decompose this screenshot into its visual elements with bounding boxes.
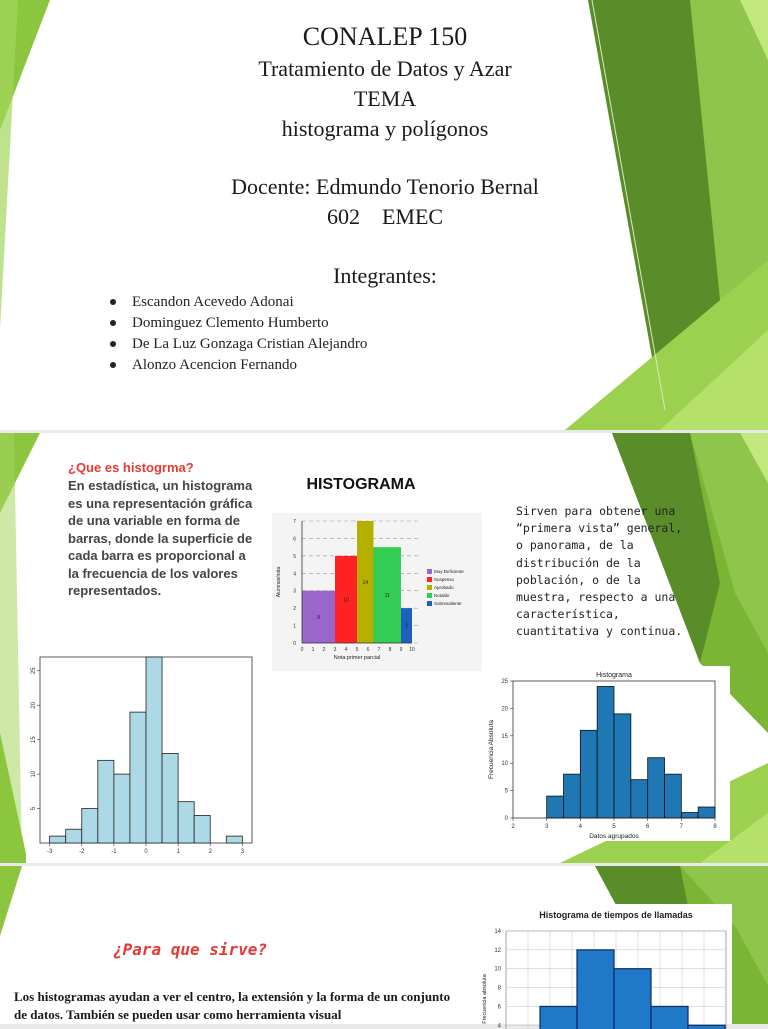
y-axis-label: Frecuencia absoluta bbox=[482, 974, 488, 1024]
y-tick-label: 6 bbox=[293, 536, 296, 543]
x-axis-label: Nota primer parcial bbox=[333, 655, 381, 661]
member-name: De La Luz Gonzaga Cristian Alejandro bbox=[132, 336, 368, 352]
bar bbox=[614, 969, 651, 1029]
legend-swatch bbox=[427, 585, 432, 590]
x-tick-label: 6 bbox=[366, 647, 370, 653]
x-tick-label: -1 bbox=[111, 849, 117, 855]
x-tick-label: 5 bbox=[355, 647, 359, 653]
slide-title bbox=[0, 0, 768, 430]
definition-text: En estadística, un histograma es una representación gráfica de una variable en forma de barras, donde la superficie de cada barra es proporcional a la frecuencia de los valores representados. bbox=[68, 478, 253, 598]
group-label: 602 EMEC bbox=[326, 204, 444, 229]
x-tick-label: 8 bbox=[388, 647, 392, 653]
grades-chart bbox=[272, 513, 482, 671]
bar bbox=[580, 730, 597, 818]
legend-label: Sobresaliente bbox=[434, 601, 462, 606]
bar bbox=[178, 802, 194, 843]
uses-text: Sirven para obtener una “primera vista” general, o panorama, de la distribución de la población, o de la muestra, respecto a una característica, cuantitativa y continua. bbox=[516, 504, 683, 639]
bar bbox=[651, 1006, 688, 1029]
x-tick-label: 1 bbox=[311, 647, 315, 653]
bar bbox=[597, 686, 614, 818]
histograma-heading: HISTOGRAMA bbox=[306, 476, 416, 493]
bar bbox=[146, 657, 162, 843]
topic-title: histograma y polígonos bbox=[281, 116, 489, 141]
bar bbox=[162, 753, 178, 843]
bar-label: 11 bbox=[384, 593, 390, 600]
x-tick-label: -3 bbox=[46, 849, 53, 855]
list-item bbox=[108, 292, 367, 313]
frequency-histogram-chart bbox=[485, 666, 730, 841]
legend-swatch bbox=[427, 601, 432, 606]
members-title: Integrantes: bbox=[333, 263, 437, 288]
uses-heading: ¿Para que sirve? bbox=[112, 940, 268, 959]
bar bbox=[648, 758, 665, 818]
y-tick-label: 5 bbox=[31, 806, 37, 811]
chart-title: Histograma de tiempos de llamadas bbox=[539, 910, 693, 920]
legend-label: Suspenso bbox=[434, 577, 455, 582]
y-tick-label: 10 bbox=[31, 770, 37, 778]
x-tick-label: 4 bbox=[578, 824, 583, 830]
slide-uses bbox=[0, 866, 768, 1029]
x-tick-label: 0 bbox=[144, 849, 148, 855]
bar bbox=[82, 809, 98, 843]
x-tick-label: 10 bbox=[409, 647, 415, 653]
members-list bbox=[108, 292, 367, 376]
grades-chart-svg bbox=[272, 513, 482, 671]
list-item bbox=[108, 313, 367, 334]
legend-swatch bbox=[427, 569, 432, 574]
y-tick-label: 7 bbox=[293, 519, 296, 525]
y-tick-label: 15 bbox=[501, 733, 508, 740]
bullet-icon bbox=[110, 299, 116, 305]
tema-label: TEMA bbox=[353, 86, 417, 111]
chart-title: Histograma bbox=[596, 672, 632, 679]
question-heading: ¿Que es histogrma? bbox=[68, 460, 194, 475]
bar bbox=[564, 774, 581, 818]
x-axis-label: Datos agrupados bbox=[589, 833, 639, 840]
x-tick-label: 0 bbox=[300, 647, 304, 653]
y-tick-label: 15 bbox=[31, 736, 37, 744]
bullet-icon bbox=[110, 320, 116, 326]
x-tick-label: 3 bbox=[240, 849, 245, 855]
member-name: Dominguez Clemento Humberto bbox=[132, 315, 329, 331]
x-tick-label: 6 bbox=[645, 824, 650, 830]
subject-title: Tratamiento de Datos y Azar bbox=[258, 56, 512, 81]
teacher-name: Docente: Edmundo Tenorio Bernal bbox=[231, 174, 539, 199]
y-tick-label: 0 bbox=[293, 641, 296, 647]
bar bbox=[681, 813, 698, 818]
normal-histogram-chart bbox=[26, 651, 256, 863]
bullet-icon bbox=[110, 341, 116, 347]
x-tick-label: 9 bbox=[399, 647, 403, 653]
x-tick-label: 8 bbox=[713, 824, 717, 830]
y-tick-label: 20 bbox=[501, 706, 508, 713]
frequency-histogram-svg bbox=[485, 666, 730, 841]
x-tick-label: 2 bbox=[322, 647, 326, 653]
x-tick-label: 3 bbox=[333, 647, 337, 653]
normal-histogram-svg bbox=[26, 651, 256, 863]
x-tick-label: -2 bbox=[79, 849, 85, 855]
slide-definition bbox=[0, 433, 768, 863]
y-tick-label: 0 bbox=[504, 816, 508, 822]
x-tick-label: 2 bbox=[511, 824, 515, 830]
legend-label: Muy Deficiente bbox=[434, 569, 464, 574]
bar bbox=[540, 1006, 577, 1029]
call-times-chart bbox=[476, 904, 732, 1029]
bar-label: 2 bbox=[405, 623, 408, 630]
bar bbox=[614, 714, 631, 818]
bar bbox=[130, 712, 146, 843]
y-tick-label: 25 bbox=[31, 667, 37, 675]
y-tick-label: 10 bbox=[501, 761, 508, 768]
y-tick-label: 5 bbox=[504, 788, 508, 795]
legend-swatch bbox=[427, 593, 432, 598]
legend-label: Aprobado bbox=[434, 585, 454, 590]
uses-body-text: Los histogramas ayudan a ver el centro, la extensión y la forma de un conjunto de datos. También se pueden usar como herramienta visual bbox=[14, 989, 451, 1022]
bar bbox=[577, 950, 614, 1029]
y-tick-label: 8 bbox=[497, 985, 501, 992]
y-tick-label: 12 bbox=[494, 947, 501, 954]
list-item bbox=[108, 334, 367, 355]
legend-swatch bbox=[427, 577, 432, 582]
bar bbox=[114, 774, 130, 843]
y-tick-label: 2 bbox=[293, 606, 296, 613]
bar bbox=[631, 780, 648, 818]
bar-label: 10 bbox=[343, 597, 349, 604]
y-tick-label: 4 bbox=[293, 571, 296, 578]
bar bbox=[226, 836, 242, 843]
y-tick-label: 1 bbox=[293, 623, 296, 630]
bullet-icon bbox=[110, 362, 116, 368]
x-tick-label: 7 bbox=[679, 824, 684, 830]
y-tick-label: 10 bbox=[494, 966, 501, 973]
bar bbox=[66, 829, 82, 843]
bar bbox=[688, 1025, 725, 1029]
x-tick-label: 1 bbox=[176, 849, 180, 855]
y-tick-label: 6 bbox=[497, 1004, 501, 1011]
x-tick-label: 5 bbox=[612, 824, 616, 830]
legend-label: Notable bbox=[434, 593, 450, 598]
call-times-svg bbox=[476, 904, 732, 1029]
bar bbox=[194, 815, 210, 843]
y-tick-label: 3 bbox=[293, 588, 296, 595]
member-name: Alonzo Acencion Fernando bbox=[132, 357, 297, 373]
bar-label: 9 bbox=[317, 614, 320, 621]
x-tick-label: 4 bbox=[344, 647, 348, 653]
y-tick-label: 20 bbox=[31, 701, 37, 709]
bar bbox=[547, 796, 564, 818]
y-tick-label: 5 bbox=[293, 553, 296, 560]
y-tick-label: 25 bbox=[501, 679, 508, 685]
y-axis-label: Frecuencia Absoluta bbox=[488, 720, 495, 779]
x-tick-label: 3 bbox=[544, 824, 549, 830]
bar bbox=[698, 807, 715, 818]
bar bbox=[665, 774, 682, 818]
list-item bbox=[108, 355, 367, 376]
x-tick-label: 7 bbox=[377, 647, 381, 653]
bar-label: 14 bbox=[362, 580, 369, 586]
x-tick-label: 2 bbox=[208, 849, 212, 855]
school-name: CONALEP 150 bbox=[302, 22, 468, 51]
y-tick-label: 14 bbox=[494, 929, 501, 935]
member-name: Escandon Acevedo Adonai bbox=[132, 294, 294, 310]
y-tick-label: 4 bbox=[497, 1023, 501, 1029]
y-axis-label: Alumnos/nota bbox=[276, 566, 282, 598]
bar bbox=[98, 760, 114, 843]
bar bbox=[50, 836, 66, 843]
